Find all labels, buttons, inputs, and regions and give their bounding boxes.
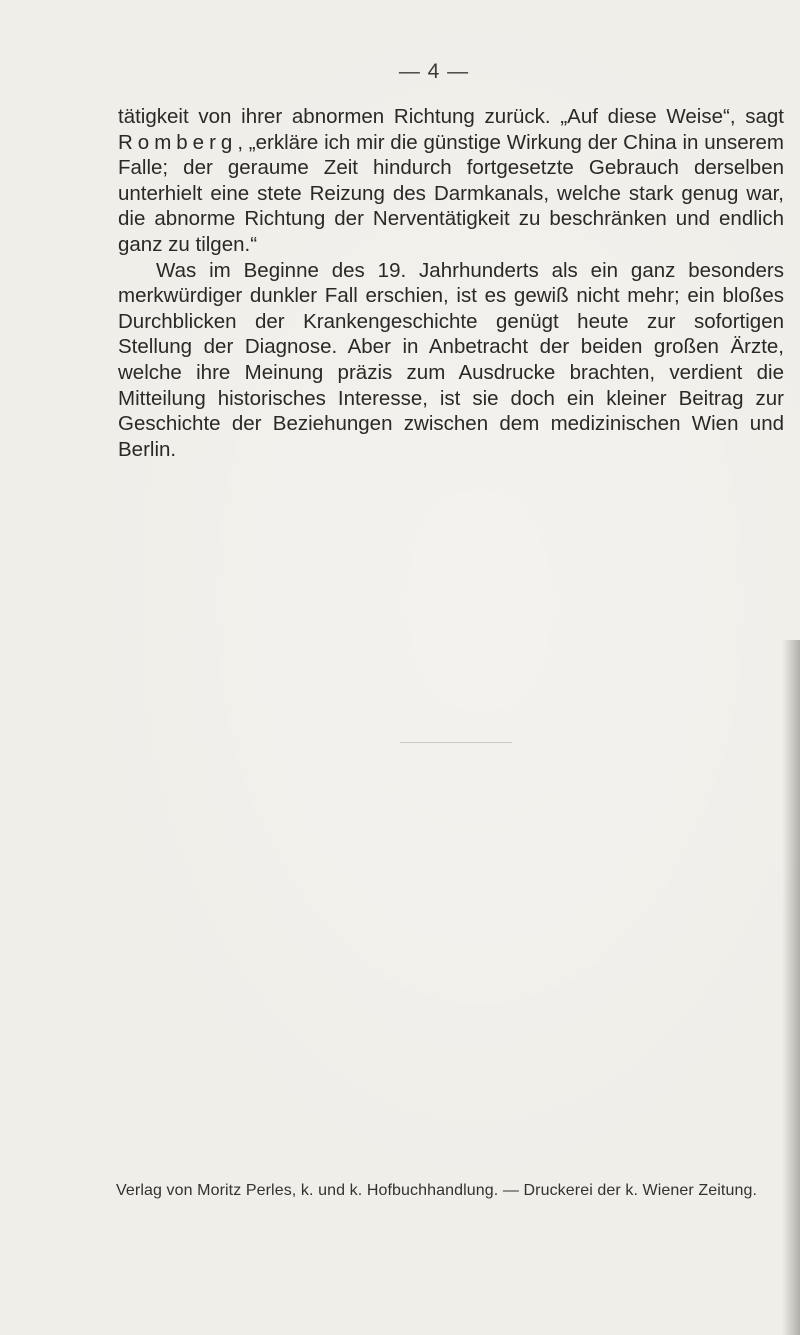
paragraph-2-run-1: Was im Beginne des 19. Jahrhunderts als ein ganz besonders merkwürdiger dunkler Fall erschien, ist es gewiß nicht mehr; ein bloßes Durchblicken der Krankengeschichte genügt heute zur sofortigen Stellung der Diagnose. Aber in Anbetracht der beiden großen Ärzte, welche ihre Meinung präzis zum Ausdrucke brachten, verdient die Mitteilung historisches Interesse, ist sie doch ein kleiner Beitrag zur Geschichte der Beziehungen zwischen dem medizinischen Wien und Berlin.	[118, 258, 784, 461]
paragraph-1	[118, 104, 784, 258]
divider-rule	[400, 742, 512, 743]
publisher-imprint: Verlag von Moritz Perles, k. und k. Hofbuchhandlung. — Druckerei der k. Wiener Zeitung.	[116, 1182, 757, 1199]
page-number: — 4 —	[398, 60, 470, 83]
page-edge-shadow	[782, 640, 800, 1335]
author-name-romberg: Romberg	[118, 130, 238, 154]
paragraph-1-run-1: tätigkeit von ihrer abnormen Richtung zurück. „Auf diese Weise“, sagt	[118, 105, 784, 128]
body-text	[118, 104, 784, 462]
paragraph-1-run-3: , „erkläre ich mir die günstige Wirkung der China in unserem Falle; der geraume Zeit hindurch fortgesetzte Gebrauch derselben unterhielt eine stete Reizung des Darmkanals, welche stark genug war, die abnorme Richtung der Nerventätigkeit zu beschränken und endlich ganz zu tilgen.“	[118, 130, 784, 256]
paragraph-2	[118, 258, 784, 463]
